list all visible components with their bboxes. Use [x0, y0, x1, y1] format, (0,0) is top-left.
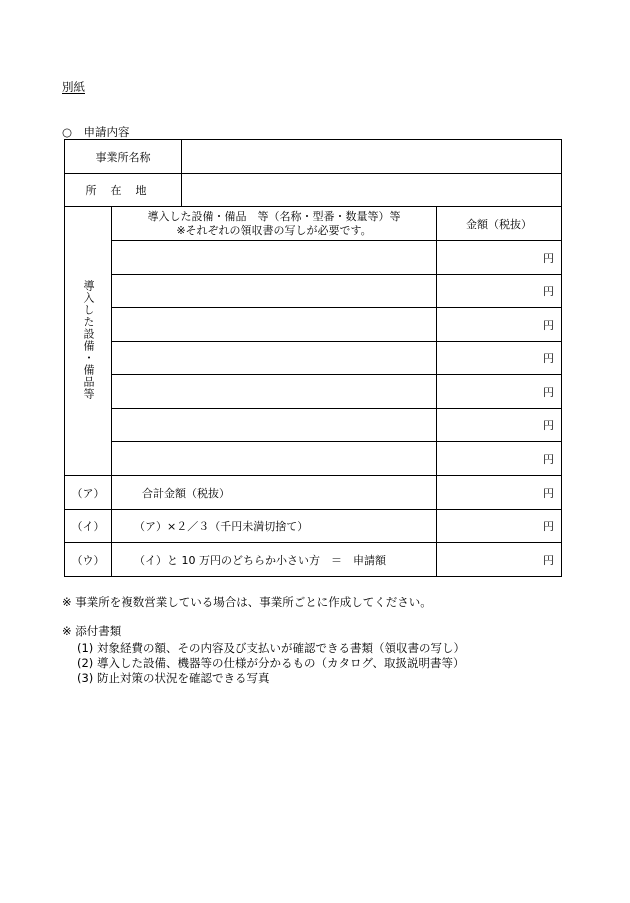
application-amount-label — [112, 543, 437, 577]
row-key-u: （ウ） — [65, 543, 112, 577]
application-amount-row — [65, 543, 562, 577]
address-row — [65, 174, 562, 207]
equipment-row — [65, 442, 562, 476]
two-thirds-label — [112, 510, 437, 543]
equipment-header-line1: 導入した設備・備品 等（名称・型番・数量等）等 — [147, 209, 401, 223]
equipment-name-field[interactable] — [112, 409, 437, 442]
two-thirds-amount-field[interactable]: 円 — [437, 510, 562, 543]
equipment-name-field[interactable] — [112, 442, 437, 476]
address-field[interactable] — [182, 174, 562, 207]
two-thirds-row — [65, 510, 562, 543]
address-label: 所在地 — [65, 174, 182, 207]
equipment-vertical-label-cell — [65, 207, 112, 476]
equipment-name-field[interactable] — [112, 275, 437, 308]
equipment-amount-field[interactable]: 円 — [437, 442, 562, 476]
equipment-row — [65, 241, 562, 275]
equipment-header — [112, 207, 437, 241]
equipment-name-field[interactable] — [112, 308, 437, 342]
equipment-row — [65, 308, 562, 342]
section-title: ○ 申請内容 — [62, 125, 130, 139]
equipment-header-line2: ※それぞれの領収書の写しが必要です。 — [176, 223, 372, 237]
equipment-amount-field[interactable]: 円 — [437, 342, 562, 375]
equipment-amount-field[interactable]: 円 — [437, 275, 562, 308]
office-name-field[interactable] — [182, 140, 562, 174]
attachment-item: (2) 導入した設備、機器等の仕様が分かるもの（カタログ、取扱説明書等） — [77, 656, 465, 670]
equipment-amount-field[interactable]: 円 — [437, 308, 562, 342]
row-key-a: （ア） — [65, 476, 112, 510]
equipment-row — [65, 409, 562, 442]
row-key-i: （イ） — [65, 510, 112, 543]
equipment-amount-field[interactable]: 円 — [437, 241, 562, 275]
attachments-title: ※ 添付書類 — [62, 624, 122, 638]
application-amount-field[interactable]: 円 — [437, 543, 562, 577]
total-label — [112, 476, 437, 510]
equipment-name-field[interactable] — [112, 241, 437, 275]
equipment-amount-field[interactable]: 円 — [437, 409, 562, 442]
equipment-row — [65, 275, 562, 308]
equipment-row — [65, 342, 562, 375]
attachment-item: (1) 対象経費の額、その内容及び支払いが確認できる書類（領収書の写し） — [77, 641, 465, 655]
equipment-vertical-label: 導入した設備・備品等 — [82, 279, 95, 400]
equipment-row — [65, 375, 562, 409]
application-amount-label-text: （イ）と 10 万円のどちらか小さい方 ＝ 申請額 — [134, 553, 386, 567]
total-amount-field[interactable]: 円 — [437, 476, 562, 510]
equipment-amount-field[interactable]: 円 — [437, 375, 562, 409]
document-label: 別紙 — [62, 80, 85, 94]
two-thirds-label-text: （ア）×２／３（千円未満切捨て） — [134, 520, 309, 533]
attachment-item: (3) 防止対策の状況を確認できる写真 — [77, 671, 270, 685]
total-row — [65, 476, 562, 510]
application-table — [64, 139, 562, 577]
equipment-name-field[interactable] — [112, 375, 437, 409]
office-name-row — [65, 140, 562, 174]
total-label-text: 合計金額（税抜） — [142, 486, 230, 500]
multi-office-note: ※ 事業所を複数営業している場合は、事業所ごとに作成してください。 — [62, 595, 432, 609]
office-name-label: 事業所名称 — [65, 140, 182, 174]
equipment-name-field[interactable] — [112, 342, 437, 375]
equipment-header-row — [65, 207, 562, 241]
amount-header: 金額（税抜） — [437, 207, 562, 241]
